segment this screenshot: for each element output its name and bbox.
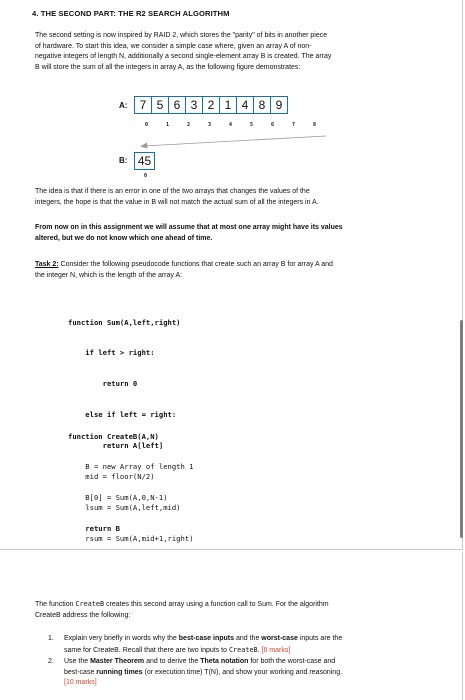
code-line: lsum = Sum(A,left,mid) <box>68 502 181 512</box>
list-item-text <box>64 657 424 689</box>
item-bold: best-case inputs <box>178 635 235 642</box>
list-item-number: 1. <box>48 635 54 642</box>
array-b-index: 0 <box>144 173 148 179</box>
item-text: same for CreateB. Recall that there are two inputs to <box>64 646 229 654</box>
task-line-1 <box>35 260 430 271</box>
code-line: function CreateB(A,N) <box>68 431 159 441</box>
idea-line: integers, the hope is that the value in B will not match the actual sum of all the integers in A. <box>35 198 319 206</box>
assumption-line: altered, but we do not know which one ahead of time. <box>35 234 213 242</box>
page2-line-2: CreateB address the following: <box>35 611 131 619</box>
array-a-index: 6 <box>271 122 275 128</box>
assumption-line: From now on in this assignment we will assume that at most one array might have its values <box>35 224 343 231</box>
item-text: . <box>257 646 262 654</box>
intro-line: negative integers of length N, additionally a second single-element array B is created. The array <box>35 53 332 60</box>
scrollbar-thumb[interactable] <box>460 320 463 538</box>
task-text: Consider the following pseudocode functions that create such an array B for array A and <box>58 261 333 268</box>
intro-line: B will store the sum of all the integers in array A, as the following figure demonstrates: <box>35 63 301 71</box>
item-text: Explain very briefly in words why the <box>64 635 179 642</box>
item-text: inputs are the <box>297 635 343 642</box>
code-line: return B <box>68 524 120 534</box>
array-a-label: A: <box>119 101 128 110</box>
idea-line: The idea is that if there is an error in one of the two arrays that changes the values of the <box>35 188 310 195</box>
item-bold: running times <box>96 668 143 676</box>
item-bold: Theta notation <box>200 658 249 665</box>
array-a-index: 5 <box>250 122 254 128</box>
array-a-cell: 2 <box>202 96 220 114</box>
intro-line: of hardware. To start this idea, we consider a simple case where, given an array A of non- <box>35 42 312 50</box>
array-a-index: 2 <box>187 122 191 128</box>
array-a-cell: 8 <box>253 96 271 114</box>
array-a-cell: 1 <box>219 96 237 114</box>
page2-line-1 <box>35 599 430 611</box>
array-a-cell: 4 <box>236 96 254 114</box>
array-a-cell: 5 <box>151 96 169 114</box>
array-a-cell: 6 <box>168 96 186 114</box>
assumption-paragraph <box>35 223 430 244</box>
intro-paragraph <box>35 31 430 73</box>
array-a <box>135 96 288 114</box>
page2-text: The function <box>35 601 76 608</box>
createb-code: CreateB <box>228 645 258 654</box>
marks-badge: [10 marks] <box>64 679 97 686</box>
array-a-cell: 7 <box>134 96 152 114</box>
document-page-2 <box>0 552 463 700</box>
code-line: B[0] = Sum(A,0,N-1) <box>68 493 168 503</box>
task-paragraph <box>35 260 430 281</box>
array-a-index: 1 <box>166 122 170 128</box>
array-a-index: 3 <box>208 122 212 128</box>
item-text: and to derive the <box>144 658 201 665</box>
array-b-cell: 45 <box>134 152 155 170</box>
item-bold: Master Theorem <box>90 658 145 665</box>
array-a-cell: 9 <box>270 96 288 114</box>
code-block-createb <box>68 411 194 555</box>
code-line: function Sum(A,left,right) <box>68 317 181 327</box>
list-item-number: 2. <box>48 658 54 665</box>
code-line: rsum = Sum(A,mid+1,right) <box>68 533 194 543</box>
sum-arrow-head <box>140 143 148 149</box>
array-b <box>135 152 155 170</box>
item-text: (or execution time) T(N), and show your working and reasoning. <box>142 668 343 676</box>
sum-arrow <box>130 132 330 152</box>
marks-badge: [6 marks] <box>261 646 291 654</box>
section-title: 4. THE SECOND PART: THE R2 SEARCH ALGORITHM <box>32 9 230 18</box>
intro-line: The second setting is now inspired by RAID 2, which stores the "parity" of bits in another piece <box>35 32 328 39</box>
createb-code: CreateB <box>75 600 105 608</box>
sum-arrow-line <box>144 136 326 146</box>
task-label: Task 2: <box>35 261 59 268</box>
item-text: for both the worst-case and <box>248 658 336 665</box>
item-text: and the <box>234 635 262 642</box>
array-a-cell: 3 <box>185 96 203 114</box>
code-line: return A[left] <box>68 441 164 451</box>
item-bold: worst-case <box>261 635 298 642</box>
array-a-index: 4 <box>229 122 233 128</box>
code-line: return 0 <box>68 379 138 389</box>
item-text: best-case <box>64 668 97 676</box>
page2-paragraph <box>35 599 430 621</box>
item-text: Use the <box>64 658 91 665</box>
code-line: else if left = right: <box>68 410 177 420</box>
array-a-index: 0 <box>145 122 149 128</box>
array-a-index: 7 <box>292 122 296 128</box>
code-line: B = new Array of length 1 <box>68 462 194 472</box>
array-a-index: 8 <box>313 122 317 128</box>
list-item-text <box>64 634 424 656</box>
code-line: mid = floor(N/2) <box>68 472 155 482</box>
array-b-label: B: <box>119 156 128 165</box>
task-line-2: the integer N, which is the length of the array A: <box>35 271 183 279</box>
idea-paragraph <box>35 187 430 208</box>
page2-text: creates this second array using a function call to Sum. For the algorithm <box>104 601 329 608</box>
code-line: if left > right: <box>68 348 155 358</box>
